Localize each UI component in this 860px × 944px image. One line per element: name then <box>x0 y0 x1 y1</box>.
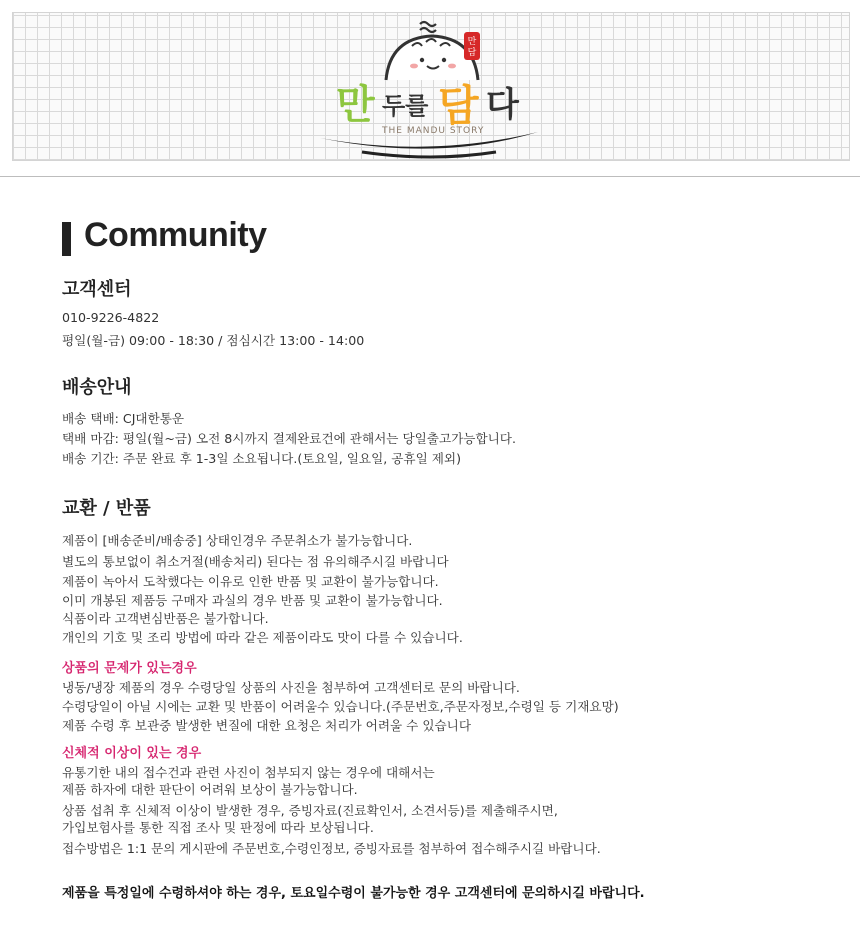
pickup-date-notice: 제품을 특정일에 수령하셔야 하는 경우, 토요일수령이 불가능한 경우 고객센터에 문의하시길 바랍니다. <box>62 886 645 901</box>
exchange-heading: 교환 / 반품 <box>62 498 151 519</box>
product-issue-line: 제품 수령 후 보관중 발생한 변질에 대한 요청은 처리가 어려울 수 있습니다 <box>62 718 472 733</box>
shipping-line: 택배 마감: 평일(월~금) 오전 8시까지 결제완료건에 관해서는 당일출고가능합니다. <box>62 431 516 446</box>
exchange-line: 식품이라 고객변심반품은 불가합니다. <box>62 611 269 626</box>
svg-text:만: 만 <box>467 37 477 47</box>
shipping-line: 배송 기간: 주문 완료 후 1-3일 소요됩니다.(토요일, 일요일, 공휴일 제외) <box>62 451 461 466</box>
exchange-line: 개인의 기호 및 조리 방법에 따라 같은 제품이라도 맛이 다를 수 있습니다. <box>62 630 463 645</box>
title-accent-bar <box>62 222 71 256</box>
svg-text:다: 다 <box>486 85 519 125</box>
physical-issue-line: 가입보험사를 통한 직접 조사 및 판정에 따라 보상됩니다. <box>62 820 374 835</box>
svg-text:두를: 두를 <box>382 92 429 120</box>
exchange-line: 제품이 [배송준비/배송중] 상태인경우 주문취소가 불가능합니다. <box>62 533 413 548</box>
product-issue-line: 냉동/냉장 제품의 경우 수령당일 상품의 사진을 첨부하여 고객센터로 문의 바랍니다. <box>62 680 520 695</box>
product-issue-heading: 상품의 문제가 있는경우 <box>62 661 197 676</box>
product-issue-line: 수령당일이 아닐 시에는 교환 및 반품이 어려울수 있습니다.(주문번호,주문자정보,수령일 등 기재요망) <box>62 699 619 714</box>
header-banner <box>0 0 860 177</box>
page-title: Community <box>84 216 267 254</box>
physical-issue-line: 유통기한 내의 접수건과 관련 사진이 첨부되지 않는 경우에 대해서는 <box>62 765 435 780</box>
exchange-line: 이미 개봉된 제품등 구매자 과실의 경우 반품 및 교환이 불가능합니다. <box>62 593 443 608</box>
exchange-line: 별도의 통보없이 취소거절(배송처리) 된다는 점 유의해주시길 바랍니다 <box>62 554 449 569</box>
customer-center-phone: 010-9226-4822 <box>62 310 160 325</box>
physical-issue-line: 접수방법은 1:1 문의 게시판에 주문번호,수령인정보, 증빙자료를 첨부하여 접수해주시길 바랍니다. <box>62 841 601 856</box>
physical-issue-line: 제품 하자에 대한 판단이 어려워 보상이 불가능합니다. <box>62 782 358 797</box>
physical-issue-line: 상품 섭취 후 신체적 이상이 발생한 경우, 증빙자료(진료확인서, 소견서등)를 제출해주시면, <box>62 803 558 818</box>
brand-logo[interactable] <box>300 10 560 168</box>
shipping-heading: 배송안내 <box>62 377 132 398</box>
svg-text:만: 만 <box>336 82 375 128</box>
physical-issue-heading: 신체적 이상이 있는 경우 <box>62 746 202 761</box>
shipping-line: 배송 택배: CJ대한통운 <box>62 411 185 426</box>
svg-text:담: 담 <box>467 48 477 58</box>
exchange-line: 제품이 녹아서 도착했다는 이유로 인한 반품 및 교환이 불가능합니다. <box>62 574 439 589</box>
customer-center-heading: 고객센터 <box>62 279 132 300</box>
logo-subtitle: THE MANDU STORY <box>382 126 485 136</box>
svg-text:담: 담 <box>438 81 479 130</box>
customer-center-hours: 평일(월-금) 09:00 - 18:30 / 점심시간 13:00 - 14:00 <box>62 333 365 348</box>
